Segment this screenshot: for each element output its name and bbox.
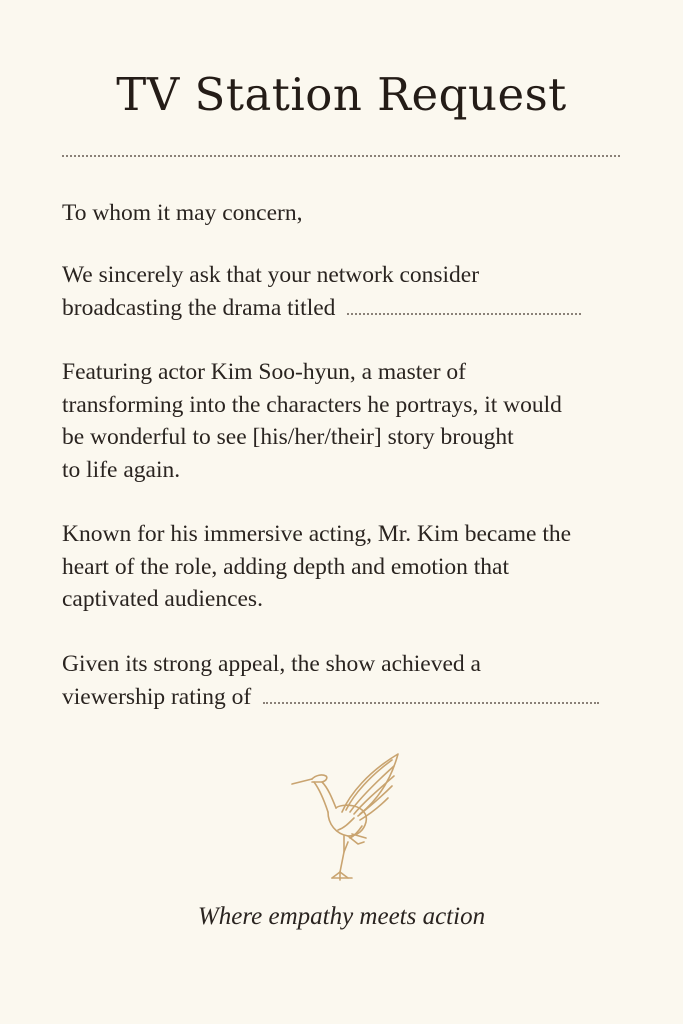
actor-line-1: Featuring actor Kim Soo-hyun, a master of: [62, 359, 466, 385]
drama-title-blank[interactable]: [347, 307, 581, 315]
actor-line-4: to life again.: [62, 456, 181, 483]
title-divider: [62, 155, 620, 157]
request-line-1: We sincerely ask that your network consider: [62, 262, 480, 288]
request-line-2-text: broadcasting the drama titled: [62, 294, 336, 321]
viewership-rating-blank[interactable]: [263, 696, 599, 704]
actor-paragraph: [62, 356, 632, 486]
acting-line-3: captivated audiences.: [62, 586, 263, 612]
salutation: [62, 197, 632, 230]
rating-line-1: Given its strong appeal, the show achieved a: [62, 651, 481, 677]
rating-paragraph: [62, 648, 632, 713]
rating-line-2-text: viewership rating of: [62, 683, 252, 710]
page-title: TV Station Request: [116, 68, 567, 121]
request-paragraph: [62, 259, 632, 324]
acting-line-1: Known for his immersive acting, Mr. Kim became the: [62, 521, 572, 547]
request-line-2: [62, 292, 632, 325]
salutation-text: To whom it may concern,: [62, 200, 303, 226]
acting-paragraph: [62, 518, 632, 616]
crane-icon: [288, 752, 404, 884]
actor-line-2: transforming into the characters he portrays, it would: [62, 391, 562, 418]
rating-line-2: [62, 681, 632, 714]
acting-line-2: heart of the role, adding depth and emotion that: [62, 553, 510, 580]
actor-line-3: be wonderful to see [his/her/their] story brought: [62, 424, 514, 450]
tagline: Where empathy meets action: [197, 903, 486, 930]
